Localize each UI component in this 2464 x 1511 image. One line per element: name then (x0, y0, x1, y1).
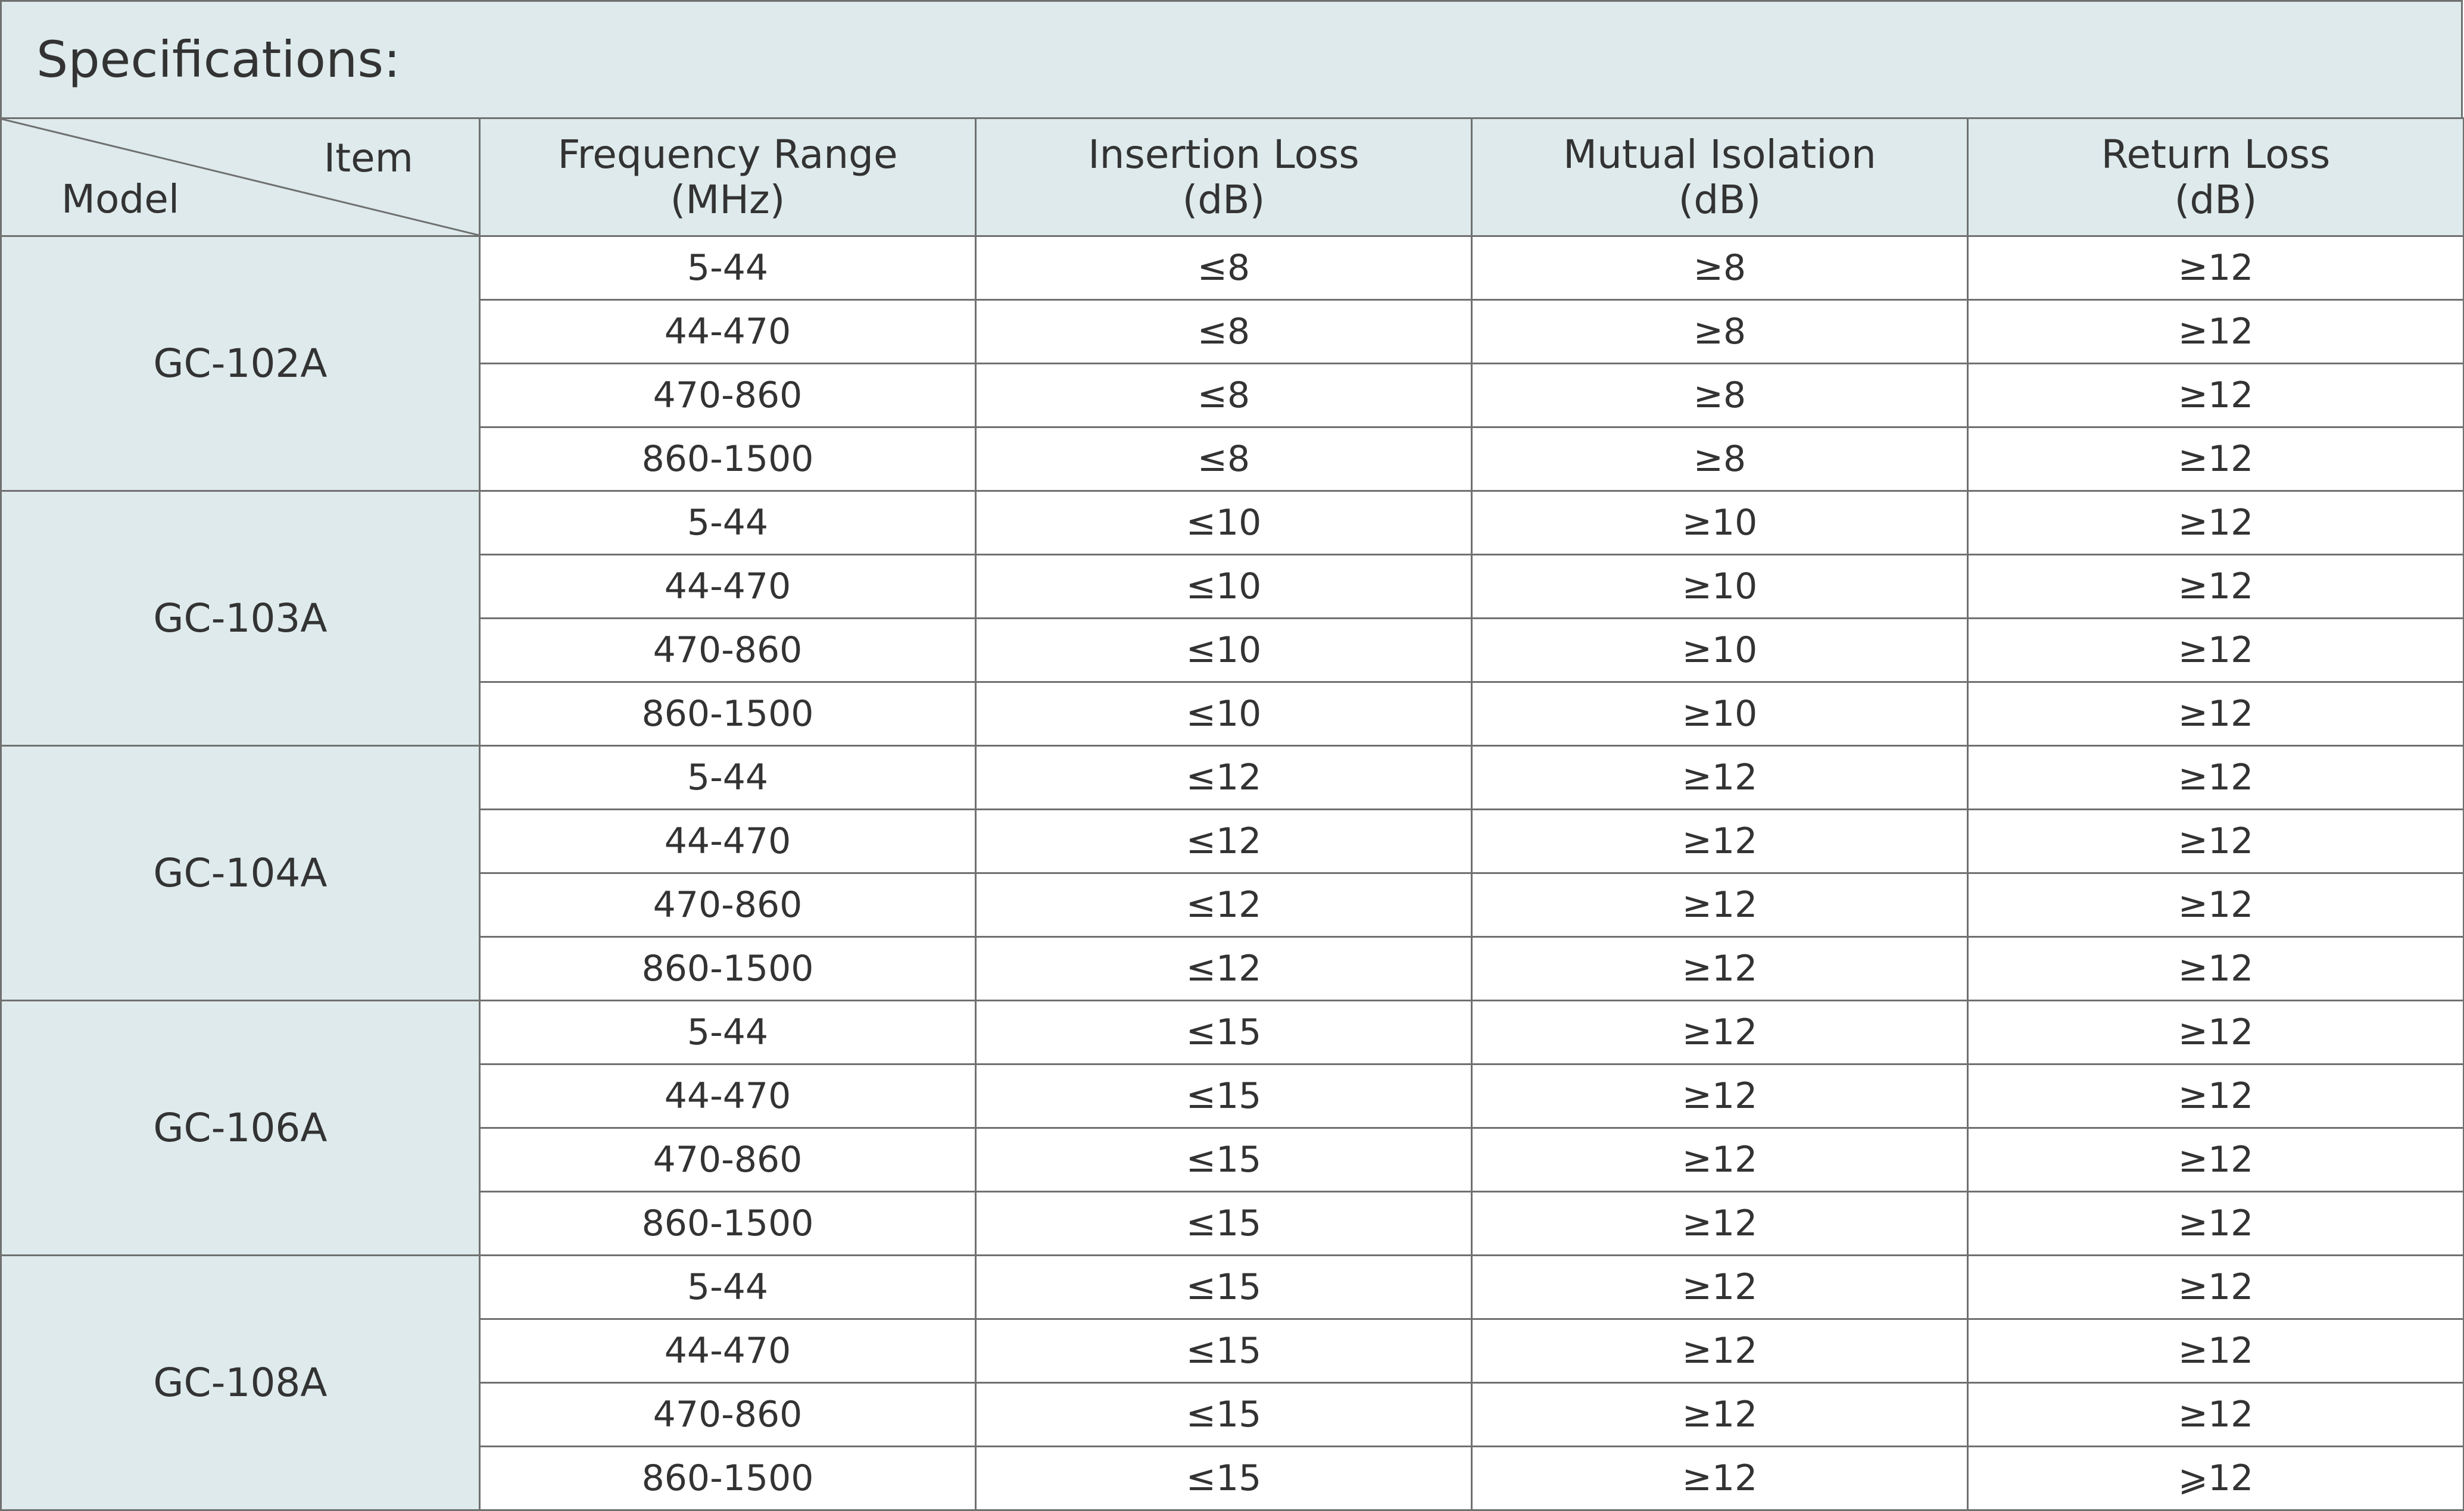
mutual-isolation-cell: ≥12 (1472, 1064, 1968, 1128)
frequency-cell: 5-44 (480, 236, 976, 300)
corner-header-cell (1, 118, 480, 236)
return-loss-cell: ≥12 (1968, 810, 2464, 873)
frequency-cell: 5-44 (480, 1001, 976, 1064)
insertion-loss-cell: ≤15 (976, 1001, 1472, 1064)
header-insertion-loss (976, 118, 1472, 236)
return-loss-cell: ≥12 (1968, 1064, 2464, 1128)
header-frequency-range-name: Frequency Range (557, 131, 898, 177)
insertion-loss-cell: ≤15 (976, 1128, 1472, 1192)
return-loss-cell: ⩾12 (1968, 1447, 2464, 1510)
insertion-loss-cell: ≤15 (976, 1256, 1472, 1319)
header-mutual-isolation-unit: (dB) (1678, 176, 1761, 223)
mutual-isolation-cell: ≥12 (1472, 746, 1968, 810)
return-loss-cell: ≥12 (1968, 873, 2464, 937)
mutual-isolation-cell: ≥12 (1472, 1256, 1968, 1319)
header-frequency-range (480, 118, 976, 236)
header-return-loss-name: Return Loss (2101, 131, 2331, 177)
header-frequency-range-unit: (MHz) (670, 176, 785, 223)
return-loss-cell: ≥12 (1968, 1192, 2464, 1256)
frequency-cell: 470-860 (480, 1383, 976, 1447)
frequency-cell: 5-44 (480, 1256, 976, 1319)
mutual-isolation-cell: ≥12 (1472, 873, 1968, 937)
model-cell: GC-106A (1, 1001, 480, 1256)
model-cell: GC-108A (1, 1256, 480, 1510)
return-loss-cell: ≥12 (1968, 555, 2464, 619)
mutual-isolation-cell: ≥12 (1472, 1319, 1968, 1383)
insertion-loss-cell: ≤10 (976, 555, 1472, 619)
title-bar (0, 0, 2463, 119)
insertion-loss-cell: ≤10 (976, 491, 1472, 555)
insertion-loss-cell: ≤15 (976, 1192, 1472, 1256)
model-cell: GC-103A (1, 491, 480, 746)
return-loss-cell: ≥12 (1968, 236, 2464, 300)
return-loss-cell: ≥12 (1968, 1383, 2464, 1447)
insertion-loss-cell: ≤12 (976, 746, 1472, 810)
mutual-isolation-cell: ≥12 (1472, 937, 1968, 1001)
frequency-cell: 470-860 (480, 1128, 976, 1192)
mutual-isolation-cell: ≥12 (1472, 1447, 1968, 1510)
mutual-isolation-cell: ≥10 (1472, 555, 1968, 619)
return-loss-cell: ≥12 (1968, 1001, 2464, 1064)
frequency-cell: 860-1500 (480, 682, 976, 746)
header-insertion-loss-name: Insertion Loss (1088, 131, 1359, 177)
mutual-isolation-cell: ≥8 (1472, 236, 1968, 300)
insertion-loss-cell: ≤15 (976, 1447, 1472, 1510)
table-row (1, 1001, 2464, 1064)
return-loss-cell: ≥12 (1968, 1256, 2464, 1319)
specifications-table (0, 117, 2464, 1511)
header-return-loss (1968, 118, 2464, 236)
insertion-loss-cell: ≤10 (976, 682, 1472, 746)
return-loss-cell: ≥12 (1968, 1128, 2464, 1192)
table-row (1, 1256, 2464, 1319)
frequency-cell: 860-1500 (480, 427, 976, 491)
corner-model-label: Model (61, 176, 180, 222)
frequency-cell: 470-860 (480, 364, 976, 427)
return-loss-cell: ≥12 (1968, 619, 2464, 682)
table-header-row (1, 118, 2464, 236)
return-loss-cell: ≥12 (1968, 937, 2464, 1001)
return-loss-cell: ≥12 (1968, 746, 2464, 810)
header-mutual-isolation-name: Mutual Isolation (1563, 131, 1876, 177)
page-title: Specifications: (36, 30, 401, 89)
mutual-isolation-cell: ≥8 (1472, 427, 1968, 491)
mutual-isolation-cell: ≥10 (1472, 491, 1968, 555)
return-loss-cell: ≥12 (1968, 682, 2464, 746)
insertion-loss-cell: ≤10 (976, 619, 1472, 682)
insertion-loss-cell: ≤12 (976, 810, 1472, 873)
table-row (1, 236, 2464, 300)
frequency-cell: 860-1500 (480, 1192, 976, 1256)
frequency-cell: 44-470 (480, 810, 976, 873)
return-loss-cell: ≥12 (1968, 300, 2464, 364)
insertion-loss-cell: ≤8 (976, 427, 1472, 491)
mutual-isolation-cell: ≥12 (1472, 1001, 1968, 1064)
table-row (1, 746, 2464, 810)
frequency-cell: 44-470 (480, 1064, 976, 1128)
mutual-isolation-cell: ≥8 (1472, 300, 1968, 364)
mutual-isolation-cell: ≥10 (1472, 619, 1968, 682)
header-insertion-loss-unit: (dB) (1182, 176, 1265, 223)
frequency-cell: 860-1500 (480, 937, 976, 1001)
insertion-loss-cell: ≤15 (976, 1383, 1472, 1447)
header-mutual-isolation (1472, 118, 1968, 236)
corner-item-label: Item (323, 135, 413, 181)
insertion-loss-cell: ≤12 (976, 937, 1472, 1001)
header-return-loss-unit: (dB) (2174, 176, 2257, 223)
mutual-isolation-cell: ≥8 (1472, 364, 1968, 427)
frequency-cell: 5-44 (480, 491, 976, 555)
return-loss-cell: ≥12 (1968, 1319, 2464, 1383)
frequency-cell: 470-860 (480, 873, 976, 937)
table-row (1, 491, 2464, 555)
insertion-loss-cell: ≤8 (976, 300, 1472, 364)
return-loss-cell: ≥12 (1968, 491, 2464, 555)
frequency-cell: 44-470 (480, 300, 976, 364)
mutual-isolation-cell: ≥12 (1472, 1128, 1968, 1192)
mutual-isolation-cell: ≥10 (1472, 682, 1968, 746)
model-cell: GC-104A (1, 746, 480, 1001)
insertion-loss-cell: ≤15 (976, 1319, 1472, 1383)
mutual-isolation-cell: ≥12 (1472, 810, 1968, 873)
frequency-cell: 44-470 (480, 555, 976, 619)
insertion-loss-cell: ≤8 (976, 236, 1472, 300)
frequency-cell: 44-470 (480, 1319, 976, 1383)
frequency-cell: 470-860 (480, 619, 976, 682)
mutual-isolation-cell: ≥12 (1472, 1192, 1968, 1256)
insertion-loss-cell: ≤12 (976, 873, 1472, 937)
frequency-cell: 860-1500 (480, 1447, 976, 1510)
insertion-loss-cell: ≤15 (976, 1064, 1472, 1128)
mutual-isolation-cell: ≥12 (1472, 1383, 1968, 1447)
return-loss-cell: ≥12 (1968, 364, 2464, 427)
insertion-loss-cell: ≤8 (976, 364, 1472, 427)
return-loss-cell: ≥12 (1968, 427, 2464, 491)
model-cell: GC-102A (1, 236, 480, 491)
frequency-cell: 5-44 (480, 746, 976, 810)
